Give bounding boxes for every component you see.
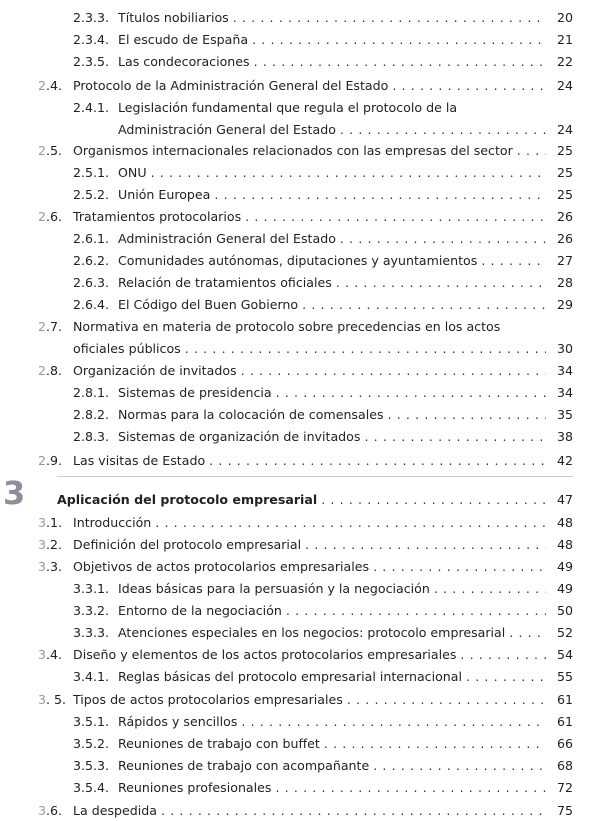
dot-leader — [320, 734, 546, 754]
page-number: 29 — [556, 297, 573, 312]
entry-title: Objetivos de actos protocolarios empresariales — [73, 559, 370, 574]
entry-number-major: 3 — [38, 559, 47, 574]
dot-leader — [298, 295, 546, 315]
entry-number-major: 2 — [38, 143, 47, 158]
entry-title: Reuniones de trabajo con acompañante — [118, 758, 370, 773]
entry-number-major: 2 — [38, 209, 47, 224]
entry-number-minor: 2.5.1. — [73, 165, 110, 180]
entry-title: Sistemas de presidencia — [118, 385, 272, 400]
dot-leader — [151, 513, 546, 533]
toc-entry — [0, 601, 600, 621]
page-number: 55 — [556, 669, 573, 684]
toc-entry — [0, 690, 600, 710]
entry-number — [73, 30, 109, 50]
dot-leader — [147, 163, 546, 183]
entry-number — [73, 163, 109, 183]
toc-entry — [0, 535, 600, 555]
entry-line — [118, 251, 546, 271]
entry-number-minor: .4. — [46, 78, 63, 93]
entry-line — [118, 756, 546, 776]
entry-title-continuation: oficiales públicos — [73, 341, 181, 356]
entry-line — [118, 185, 546, 205]
entry-line — [118, 383, 546, 403]
toc-entry — [0, 427, 600, 447]
entry-line — [118, 778, 546, 798]
entry-number — [73, 405, 109, 425]
dot-leader — [343, 690, 546, 710]
toc-entry-continuation — [0, 120, 600, 140]
entry-line — [118, 120, 546, 140]
entry-title: Reuniones de trabajo con buffet — [118, 736, 320, 751]
entry-line — [73, 451, 546, 471]
entry-number-major: 2 — [38, 78, 47, 93]
dot-leader — [388, 76, 546, 96]
dot-leader — [360, 427, 546, 447]
dot-leader — [301, 535, 546, 555]
entry-number — [73, 623, 109, 643]
toc-entry — [0, 141, 600, 161]
entry-number — [73, 251, 109, 271]
entry-line — [118, 52, 546, 72]
entry-number-major: 2 — [38, 319, 47, 334]
entry-title: Atenciones especiales en los negocios: protocolo empresarial — [118, 625, 506, 640]
entry-number — [38, 317, 62, 337]
entry-number-major: 2 — [38, 363, 47, 378]
entry-title: El Código del Buen Gobierno — [118, 297, 299, 312]
entry-title: Definición del protocolo empresarial — [73, 537, 302, 552]
toc-entry — [0, 383, 600, 403]
entry-number-major: 3 — [38, 537, 47, 552]
toc-entry — [0, 361, 600, 381]
toc-entry — [0, 317, 600, 337]
entry-number — [73, 712, 109, 732]
entry-number-minor: 3.5.1. — [73, 714, 110, 729]
page-number: 49 — [556, 581, 573, 596]
entry-number — [73, 667, 109, 687]
entry-title: Las condecoraciones — [118, 54, 250, 69]
entry-line — [118, 623, 546, 643]
entry-line — [73, 557, 546, 577]
entry-line — [73, 535, 546, 555]
entry-number — [38, 557, 62, 577]
toc-entry — [0, 8, 600, 28]
toc-entry — [0, 801, 600, 821]
toc-entry — [0, 295, 600, 315]
entry-number-minor: 2.6.4. — [73, 297, 110, 312]
page-number: 48 — [556, 515, 573, 530]
dot-leader — [205, 451, 546, 471]
page-number: 61 — [556, 692, 573, 707]
page-number: 54 — [556, 647, 573, 662]
entry-number-minor: 2.3.5. — [73, 54, 110, 69]
entry-number-minor: .9. — [46, 453, 63, 468]
page-number: 26 — [556, 209, 573, 224]
entry-number — [73, 383, 109, 403]
dot-leader — [430, 579, 546, 599]
entry-number-minor: .6. — [46, 803, 63, 818]
entry-title: Rápidos y sencillos — [118, 714, 238, 729]
entry-number-minor: 2.8.1. — [73, 385, 110, 400]
entry-title: Sistemas de organización de invitados — [118, 429, 361, 444]
entry-line — [118, 667, 546, 687]
page-number: 22 — [556, 54, 573, 69]
dot-leader — [181, 339, 546, 359]
page-number: 49 — [556, 559, 573, 574]
entry-number-minor: 2.8.3. — [73, 429, 110, 444]
entry-number — [38, 645, 62, 665]
entry-title: Administración General del Estado — [118, 231, 336, 246]
entry-number-minor: . 5. — [46, 692, 67, 707]
page-number: 28 — [556, 275, 573, 290]
page-number: 21 — [556, 32, 573, 47]
entry-title: Organización de invitados — [73, 363, 237, 378]
entry-number-minor: 3.4.1. — [73, 669, 110, 684]
entry-number — [38, 451, 62, 471]
entry-number — [38, 141, 62, 161]
page-number: 38 — [556, 429, 573, 444]
entry-number-minor: .5. — [46, 143, 63, 158]
entry-title: Legislación fundamental que regula el protocolo de la — [118, 100, 458, 115]
page-number: 34 — [556, 363, 573, 378]
dot-leader — [384, 405, 546, 425]
entry-number — [38, 76, 62, 96]
entry-title: El escudo de España — [118, 32, 249, 47]
dot-leader — [282, 601, 546, 621]
entry-number-minor: 3.3.1. — [73, 581, 110, 596]
toc-entry — [0, 405, 600, 425]
page-number: 27 — [556, 253, 573, 268]
entry-line — [118, 601, 546, 621]
entry-title: Ideas básicas para la persuasión y la negociación — [118, 581, 430, 596]
entry-number — [73, 273, 109, 293]
entry-number — [73, 52, 109, 72]
entry-line — [118, 8, 546, 28]
entry-line — [73, 339, 546, 359]
entry-title: Las visitas de Estado — [73, 453, 206, 468]
entry-line — [118, 405, 546, 425]
entry-title: Normativa en materia de protocolo sobre precedencias en los actos — [73, 319, 501, 334]
entry-line — [73, 645, 546, 665]
entry-number — [38, 513, 62, 533]
page-number: 66 — [556, 736, 573, 751]
entry-number-minor: 2.3.4. — [73, 32, 110, 47]
page-number: 52 — [556, 625, 573, 640]
dot-leader — [336, 229, 546, 249]
page-number: 47 — [556, 492, 573, 507]
entry-line — [57, 490, 546, 510]
entry-line — [73, 207, 546, 227]
entry-line — [118, 30, 546, 50]
toc-entry — [0, 185, 600, 205]
page-number: 20 — [556, 10, 573, 25]
entry-title: Organismos internacionales relacionados con las empresas del sector — [73, 143, 513, 158]
page-number: 50 — [556, 603, 573, 618]
dot-leader — [336, 120, 546, 140]
entry-number — [38, 690, 66, 710]
dot-leader — [237, 361, 546, 381]
entry-line — [73, 801, 546, 821]
entry-line — [118, 295, 546, 315]
entry-line — [118, 712, 546, 732]
entry-number-minor: 2.6.3. — [73, 275, 110, 290]
toc-entry — [0, 273, 600, 293]
entry-number-minor: 3.5.2. — [73, 736, 110, 751]
page-number: 25 — [556, 187, 573, 202]
entry-number-minor: 2.8.2. — [73, 407, 110, 422]
dot-leader — [272, 383, 546, 403]
chapter-number: 3 — [3, 474, 26, 512]
entry-number-minor: 3.3.3. — [73, 625, 110, 640]
page-number: 48 — [556, 537, 573, 552]
page-number: 61 — [556, 714, 573, 729]
page-number: 25 — [556, 165, 573, 180]
entry-title: Entorno de la negociación — [118, 603, 282, 618]
entry-number-minor: .8. — [46, 363, 63, 378]
toc-entry — [0, 76, 600, 96]
dot-leader — [477, 251, 546, 271]
entry-title: Tratamientos protocolarios — [73, 209, 242, 224]
toc-entry — [0, 778, 600, 798]
dot-leader — [271, 778, 546, 798]
toc-entry — [0, 451, 600, 471]
toc-entry-continuation — [0, 339, 600, 359]
dot-leader — [317, 490, 546, 510]
entry-number — [73, 98, 109, 118]
entry-number-minor: .2. — [46, 537, 63, 552]
entry-number — [73, 427, 109, 447]
entry-number-major: 3 — [38, 647, 47, 662]
entry-number — [73, 734, 109, 754]
entry-line — [118, 229, 546, 249]
entry-number — [38, 207, 62, 227]
dot-leader — [237, 712, 546, 732]
entry-number — [38, 801, 62, 821]
entry-title: Comunidades autónomas, diputaciones y ayuntamientos — [118, 253, 478, 268]
entry-title: Introducción — [73, 515, 152, 530]
dot-leader — [250, 52, 546, 72]
toc-entry — [0, 513, 600, 533]
entry-number — [38, 361, 62, 381]
page-number: 30 — [556, 341, 573, 356]
entry-title: Reuniones profesionales — [118, 780, 272, 795]
dot-leader — [157, 801, 546, 821]
entry-number-minor: 2.5.2. — [73, 187, 110, 202]
page-number: 75 — [556, 803, 573, 818]
entry-title: Diseño y elementos de los actos protocolarios empresariales — [73, 647, 457, 662]
toc-entry — [0, 579, 600, 599]
chapter-title: Aplicación del protocolo empresarial — [57, 492, 318, 507]
entry-title: Títulos nobiliarios — [118, 10, 229, 25]
entry-title: La despedida — [73, 803, 157, 818]
page-number: 24 — [556, 122, 573, 137]
toc-entry — [0, 557, 600, 577]
dot-leader — [456, 645, 546, 665]
page-number: 42 — [556, 453, 573, 468]
toc-entry — [0, 623, 600, 643]
toc-entry — [0, 229, 600, 249]
page-number: 24 — [556, 78, 573, 93]
entry-line — [73, 76, 546, 96]
dot-leader — [369, 557, 546, 577]
dot-leader — [248, 30, 546, 50]
entry-number-major: 3 — [38, 515, 47, 530]
dot-leader — [332, 273, 546, 293]
entry-number-major: 3 — [38, 803, 47, 818]
entry-line — [73, 690, 546, 710]
entry-number — [73, 8, 109, 28]
entry-title: Reglas básicas del protocolo empresarial internacional — [118, 669, 462, 684]
entry-number — [73, 756, 109, 776]
dot-leader — [505, 623, 546, 643]
entry-number-major: 2 — [38, 453, 47, 468]
entry-number-minor: .6. — [46, 209, 63, 224]
entry-line — [118, 163, 546, 183]
entry-title: Unión Europea — [118, 187, 211, 202]
dot-leader — [210, 185, 546, 205]
dot-leader — [462, 667, 546, 687]
entry-line — [118, 579, 546, 599]
dot-leader — [241, 207, 546, 227]
entry-title-continuation: Administración General del Estado — [118, 122, 336, 137]
toc-entry — [0, 645, 600, 665]
dot-leader — [229, 8, 546, 28]
entry-title: Normas para la colocación de comensales — [118, 407, 384, 422]
entry-number — [73, 579, 109, 599]
toc-entry — [0, 667, 600, 687]
entry-number — [73, 601, 109, 621]
entry-number-minor: 2.3.3. — [73, 10, 110, 25]
entry-number-major: 3 — [38, 692, 47, 707]
toc-entry — [0, 52, 600, 72]
page-number: 35 — [556, 407, 573, 422]
entry-number-minor: 3.5.4. — [73, 780, 110, 795]
entry-number — [73, 295, 109, 315]
entry-number-minor: .7. — [46, 319, 63, 334]
toc-entry — [0, 712, 600, 732]
entry-number-minor: .4. — [46, 647, 63, 662]
entry-number-minor: 2.6.2. — [73, 253, 110, 268]
entry-number-minor: 3.5.3. — [73, 758, 110, 773]
dot-leader — [513, 141, 546, 161]
toc-entry — [0, 734, 600, 754]
page-number: 72 — [556, 780, 573, 795]
entry-line — [118, 273, 546, 293]
entry-line — [73, 513, 546, 533]
entry-number — [73, 778, 109, 798]
dot-leader — [369, 756, 546, 776]
entry-title: Relación de tratamientos oficiales — [118, 275, 332, 290]
entry-title: Tipos de actos protocolarios empresariales — [73, 692, 343, 707]
toc-entry — [0, 207, 600, 227]
entry-title: Protocolo de la Administración General del Estado — [73, 78, 389, 93]
toc-entry — [0, 163, 600, 183]
entry-number-minor: .1. — [46, 515, 63, 530]
entry-number-minor: 2.6.1. — [73, 231, 110, 246]
chapter-entry — [0, 490, 600, 510]
entry-title: ONU — [118, 165, 147, 180]
toc-entry — [0, 98, 600, 118]
page-number: 68 — [556, 758, 573, 773]
page-number: 25 — [556, 143, 573, 158]
toc-entry — [0, 251, 600, 271]
divider — [57, 476, 573, 477]
toc-entry — [0, 30, 600, 50]
entry-number — [73, 229, 109, 249]
entry-line — [118, 427, 546, 447]
entry-line — [118, 734, 546, 754]
entry-line — [73, 361, 546, 381]
entry-number-minor: 2.4.1. — [73, 100, 110, 115]
page-number: 26 — [556, 231, 573, 246]
entry-number — [73, 185, 109, 205]
entry-number-minor: .3. — [46, 559, 63, 574]
entry-line — [73, 141, 546, 161]
toc-entry — [0, 756, 600, 776]
page-number: 34 — [556, 385, 573, 400]
entry-number — [38, 535, 62, 555]
entry-number-minor: 3.3.2. — [73, 603, 110, 618]
